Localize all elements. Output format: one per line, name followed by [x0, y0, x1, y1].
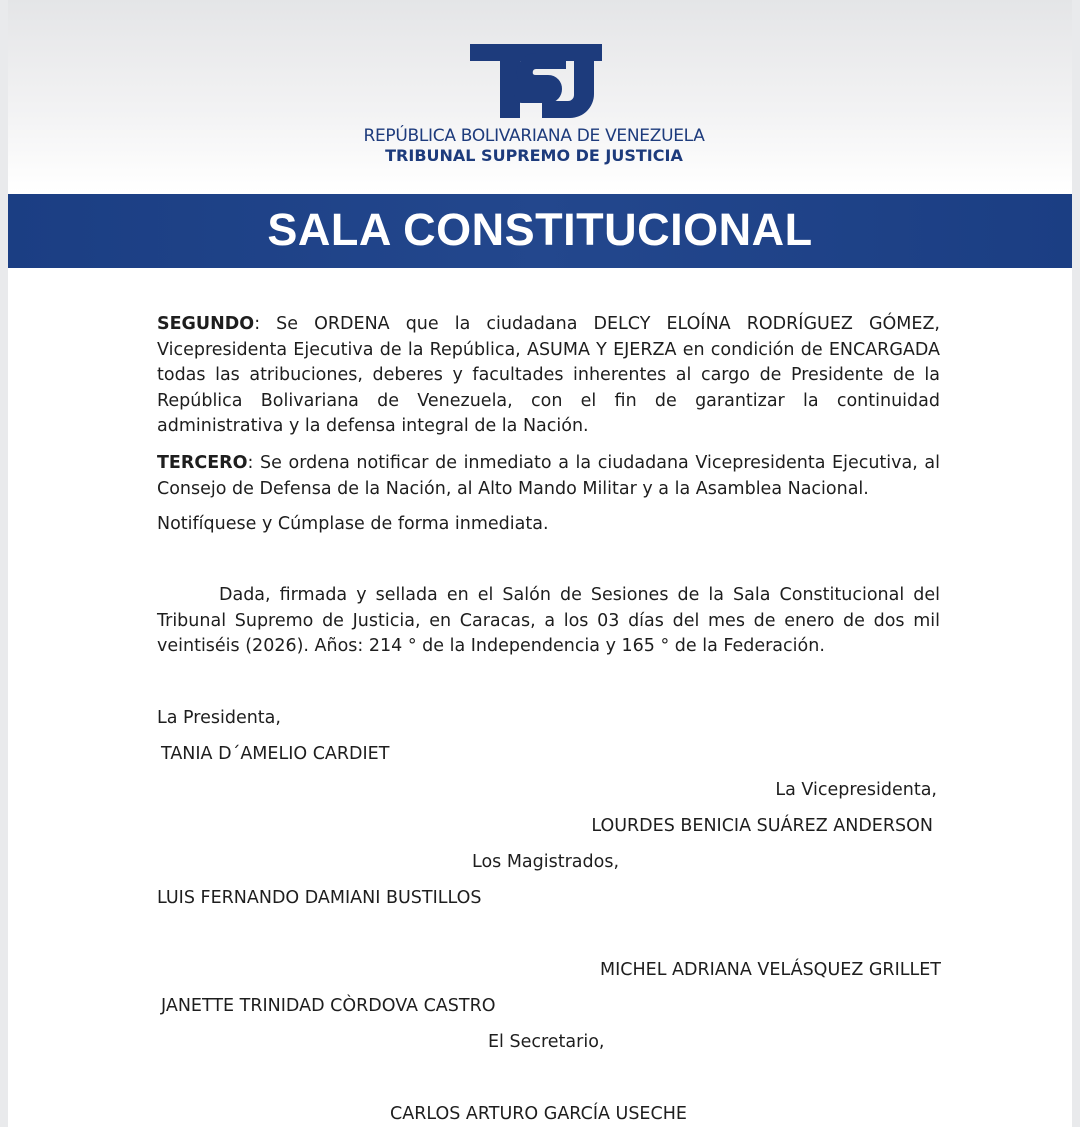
- banner-title: SALA CONSTITUCIONAL: [267, 204, 813, 255]
- magistrado-3: JANETTE TRINIDAD CÒRDOVA CASTRO: [161, 996, 496, 1016]
- dada-paragraph: Dada, firmada y sellada en el Salón de Sesiones de la Sala Constitucional del Tribunal Supremo de Justicia, en Caracas, a los 03 días del mes de enero de dos mil veintiséis (2026). Años: 214 ° de la Independencia y 165 ° de la Federación.: [157, 585, 940, 656]
- tercero-text: : Se ordena notificar de inmediato a la ciudadana Vicepresidenta Ejecutiva, al Consejo de Defensa de la Nación, al Alto Mando Militar y a la Asamblea Nacional.: [157, 453, 940, 499]
- vice-title: La Vicepresidenta,: [775, 780, 937, 800]
- magistrados-title: Los Magistrados,: [472, 852, 620, 872]
- vice-name: LOURDES BENICIA SUÁREZ ANDERSON: [591, 816, 933, 836]
- notify-line: Notifíquese y Cúmplase de forma inmediata.: [157, 514, 549, 534]
- secretario-name: CARLOS ARTURO GARCÍA USECHE: [390, 1104, 687, 1124]
- magistrado-2: MICHEL ADRIANA VELÁSQUEZ GRILLET: [600, 960, 941, 980]
- magistrado-1: LUIS FERNANDO DAMIANI BUSTILLOS: [157, 888, 482, 908]
- country-name: REPÚBLICA BOLIVARIANA DE VENEZUELA: [363, 126, 705, 146]
- segundo-label: SEGUNDO: [157, 314, 255, 334]
- institution-name: TRIBUNAL SUPREMO DE JUSTICIA: [385, 146, 683, 165]
- secretario-title: El Secretario,: [488, 1032, 605, 1052]
- presidenta-title: La Presidenta,: [157, 708, 281, 728]
- segundo-paragraph: [157, 312, 940, 440]
- document-page: [8, 0, 1072, 1127]
- tercero-label: TERCERO: [157, 453, 248, 473]
- tercero-paragraph: [157, 451, 940, 502]
- segundo-text: : Se ORDENA que la ciudadana DELCY ELOÍNA RODRÍGUEZ GÓMEZ, Vicepresidenta Ejecutiva de la República, ASUMA Y EJERZA en condición de ENCARGADA todas las atribuciones, deberes y facultades inherentes al cargo de Presidente de la República Bolivariana de Venezuela, con el fin de garantizar la continuidad administrativa y la defensa integral de la Nación.: [157, 314, 940, 436]
- presidenta-name: TANIA D´AMELIO CARDIET: [161, 744, 390, 764]
- tsj-logo: [470, 44, 602, 120]
